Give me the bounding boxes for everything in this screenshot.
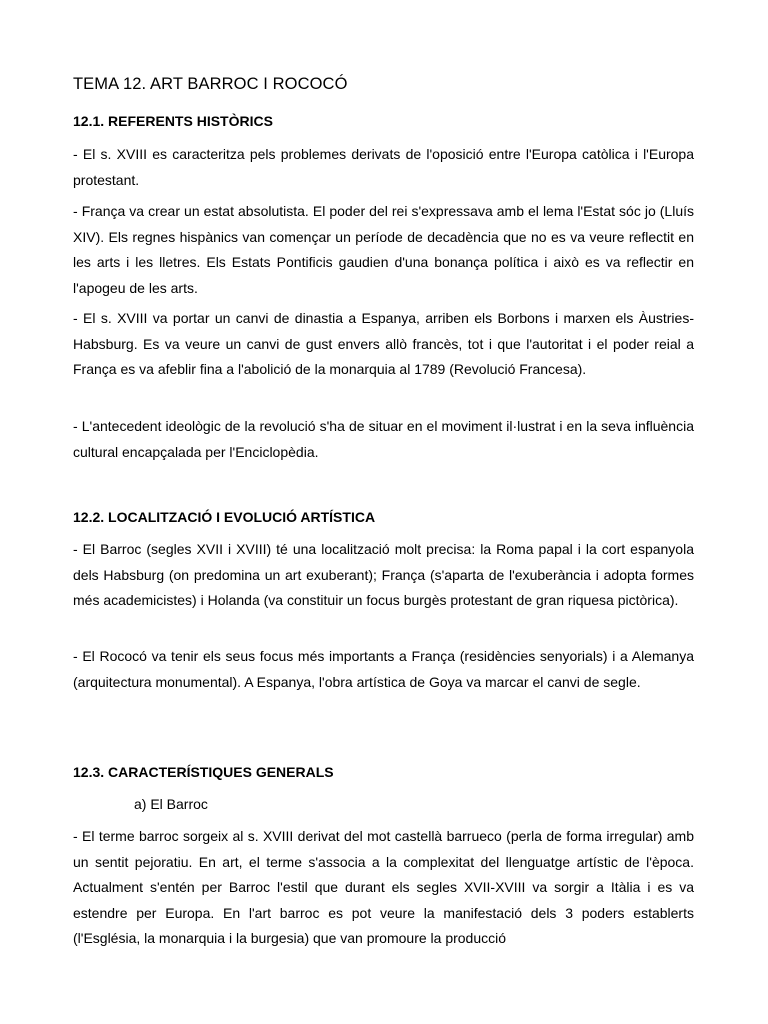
paragraph: - El s. XVIII va portar un canvi de dinastia a Espanya, arriben els Borbons i marxen els Àustries-Habsburg. Es va veure un canvi de gust envers allò francès, tot i que l'autoritat i el poder reial a França es va afeblir fina a l'abolició de la monarquia al 1789 (Revolució Francesa). [73, 310, 694, 377]
paragraph: - El terme barroc sorgeix al s. XVIII derivat del mot castellà barrueco (perla de forma irregular) amb un sentit pejoratiu. En art, el terme s'associa a la complexitat del llenguatge artístic de l'època. Actualment s'entén per Barroc l'estil que durant els segles XVII-XVIII va sorgir a Itàlia i es va estendre per Europa. En l'art barroc es pot veure la manifestació dels 3 poders establerts (l'Església, la monarquia i la burgesia) que van promoure la producció [73, 828, 694, 946]
paragraph: - França va crear un estat absolutista. El poder del rei s'expressava amb el lema l'Estat sóc jo (Lluís XIV). Els regnes hispànics van començar un període de decadència que no es va veure reflectit en les arts i les lletres. Els Estats Pontificis gaudien d'una bonança política i això es va reflectir en l'apogeu de les arts. [73, 203, 694, 296]
paragraph: - El Barroc (segles XVII i XVIII) té una localització molt precisa: la Roma papal i la cort espanyola dels Habsburg (on predomina un art exuberant); França (s'aparta de l'exuberància i adopta formes més academicistes) i Holanda (va constituir un focus burgès protestant de gran riquesa pictòrica). [73, 541, 694, 608]
paragraph: - El Rococó va tenir els seus focus més importants a França (residències senyorials) i a Alemanya (arquitectura monumental). A Espanya, l'obra artística de Goya va marcar el canvi de segle. [73, 648, 694, 690]
paragraph: - L'antecedent ideològic de la revolució s'ha de situar en el moviment il·lustrat i en la seva influència cultural encapçalada per l'Enciclopèdia. [73, 418, 694, 460]
paragraph: - El s. XVIII es caracteritza pels problemes derivats de l'oposició entre l'Europa catòlica i l'Europa protestant. [73, 146, 694, 188]
section-heading-caracteristiques: 12.3. CARACTERÍSTIQUES GENERALS [73, 764, 334, 780]
section-heading-referents: 12.1. REFERENTS HISTÒRICS [73, 113, 273, 129]
document-title: TEMA 12. ART BARROC I ROCOCÓ [73, 75, 348, 93]
section-heading-localitzacio: 12.2. LOCALITZACIÓ I EVOLUCIÓ ARTÍSTICA [73, 509, 376, 525]
subheading-barroc: a) El Barroc [134, 796, 208, 812]
